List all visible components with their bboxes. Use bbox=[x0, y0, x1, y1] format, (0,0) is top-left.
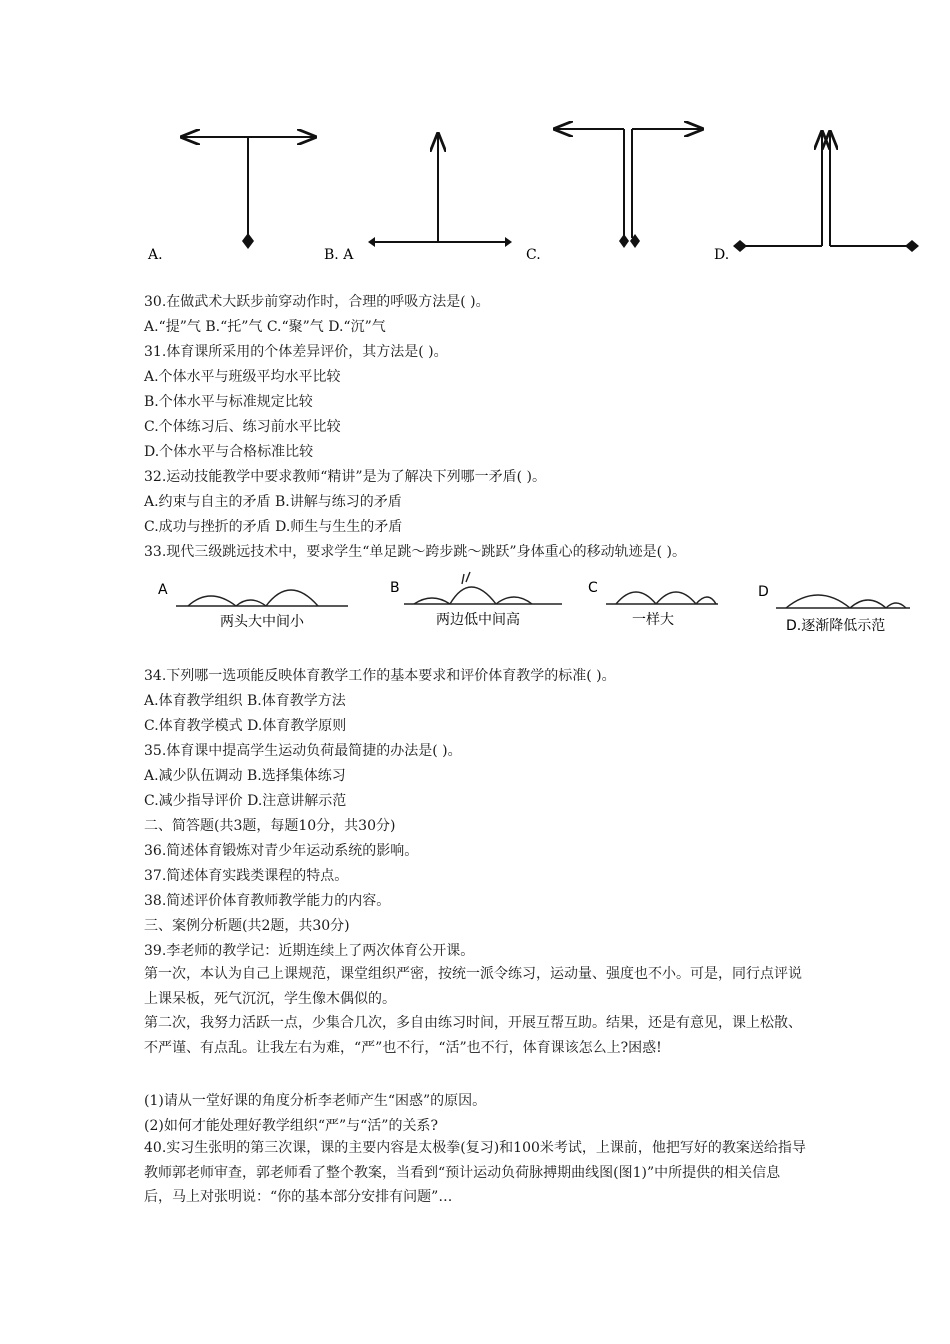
question-32-options-ab: A.约束与自主的矛盾 B.讲解与练习的矛盾 bbox=[144, 494, 402, 510]
question-32: 32.运动技能教学中要求教师“精讲”是为了解决下列哪一矛盾( )。 bbox=[144, 469, 546, 485]
diagram-d-label: D. bbox=[714, 247, 730, 263]
question-39-sub-1: (1)请从一堂好课的角度分析李老师产生“困惑”的原因。 bbox=[144, 1093, 487, 1109]
trajectory-a-label: A bbox=[158, 582, 168, 598]
trajectory-c-caption: 一样大 bbox=[632, 612, 674, 628]
case-paragraph-2: 第二次，我努力活跃一点，少集合几次，多自由练习时间，开展互帮互助。结果，还是有意见，课上松散、不严谨、有点乱。让我左右为难，“严”也不行，“活”也不行，体育课该怎么上?困惑! bbox=[144, 1015, 802, 1056]
trajectory-d-label: D bbox=[758, 584, 769, 600]
question-38: 38.简述评价体育教师教学能力的内容。 bbox=[144, 893, 391, 909]
section-3-heading: 三、案例分析题(共2题，共30分) bbox=[144, 918, 350, 934]
trajectory-figure bbox=[0, 568, 950, 650]
trajectory-c bbox=[606, 592, 718, 604]
diagram-a-label: A. bbox=[148, 247, 163, 263]
question-32-options-cd: C.成功与挫折的矛盾 D.师生与生生的矛盾 bbox=[144, 519, 403, 535]
diagram-a bbox=[182, 137, 315, 249]
arrow-diagram-figure bbox=[0, 0, 950, 280]
question-39: 39.李老师的教学记：近期连续上了两次体育公开课。 bbox=[144, 943, 475, 959]
question-31-option-a: A.个体水平与班级平均水平比较 bbox=[144, 369, 341, 385]
trajectory-d-caption: D.逐渐降低示范 bbox=[786, 618, 886, 634]
question-31-option-b: B.个体水平与标准规定比较 bbox=[144, 394, 313, 410]
question-33: 33.现代三级跳远技术中，要求学生“单足跳～跨步跳～跳跃”身体重心的移动轨迹是( )。 bbox=[144, 544, 686, 560]
diagram-b-label: B. A bbox=[324, 247, 354, 263]
trajectory-c-label: C bbox=[588, 580, 598, 596]
case-paragraph-1: 第一次，本认为自己上课规范，课堂组织严密，按统一派令练习，运动量、强度也不小。可是，同行点评说上课呆板，死气沉沉，学生像木偶似的。 bbox=[144, 966, 802, 1007]
diagram-c-label: C. bbox=[526, 247, 541, 263]
diagram-c bbox=[555, 129, 702, 248]
diagram-d bbox=[733, 132, 919, 252]
diagram-b bbox=[368, 134, 512, 247]
question-31: 31.体育课所采用的个体差异评价，其方法是( )。 bbox=[144, 344, 448, 360]
section-2-heading: 二、简答题(共3题，每题10分，共30分) bbox=[144, 818, 396, 834]
question-36: 36.简述体育锻炼对青少年运动系统的影响。 bbox=[144, 843, 419, 859]
question-35-options-ab: A.减少队伍调动 B.选择集体练习 bbox=[144, 768, 346, 784]
trajectory-b bbox=[404, 572, 562, 604]
trajectory-a bbox=[176, 590, 348, 606]
question-31-option-d: D.个体水平与合格标准比较 bbox=[144, 444, 314, 460]
question-35-options-cd: C.减少指导评价 D.注意讲解示范 bbox=[144, 793, 347, 809]
trajectory-a-caption: 两头大中间小 bbox=[220, 614, 304, 630]
question-39-sub-2: (2)如何才能处理好教学组织“严”与“活”的关系? bbox=[144, 1118, 438, 1134]
trajectory-b-caption: 两边低中间高 bbox=[436, 612, 520, 628]
question-34-options-ab: A.体育教学组织 B.体育教学方法 bbox=[144, 693, 346, 709]
question-34-options-cd: C.体育教学模式 D.体育教学原则 bbox=[144, 718, 347, 734]
question-30: 30.在做武术大跃步前穿动作时，合理的呼吸方法是( )。 bbox=[144, 294, 490, 310]
question-40: 40.实习生张明的第三次课，课的主要内容是太极拳(复习)和100米考试，上课前，他把写好的教案送给指导教师郭老师审查，郭老师看了整个教案，当看到“预计运动负荷脉搏期曲线图(图1)”中所提供的相关信息后，马上对张明说：“你的基本部分安排有问题”… bbox=[144, 1140, 806, 1206]
question-35: 35.体育课中提高学生运动负荷最简捷的办法是( )。 bbox=[144, 743, 462, 759]
question-31-option-c: C.个体练习后、练习前水平比较 bbox=[144, 419, 341, 435]
question-37: 37.简述体育实践类课程的特点。 bbox=[144, 868, 349, 884]
question-34: 34.下列哪一选项能反映体育教学工作的基本要求和评价体育教学的标准( )。 bbox=[144, 668, 616, 684]
trajectory-d bbox=[776, 595, 910, 608]
trajectory-b-label: B bbox=[390, 580, 400, 596]
question-30-options: A.“提”气 B.“托”气 C.“聚”气 D.“沉”气 bbox=[144, 319, 386, 335]
